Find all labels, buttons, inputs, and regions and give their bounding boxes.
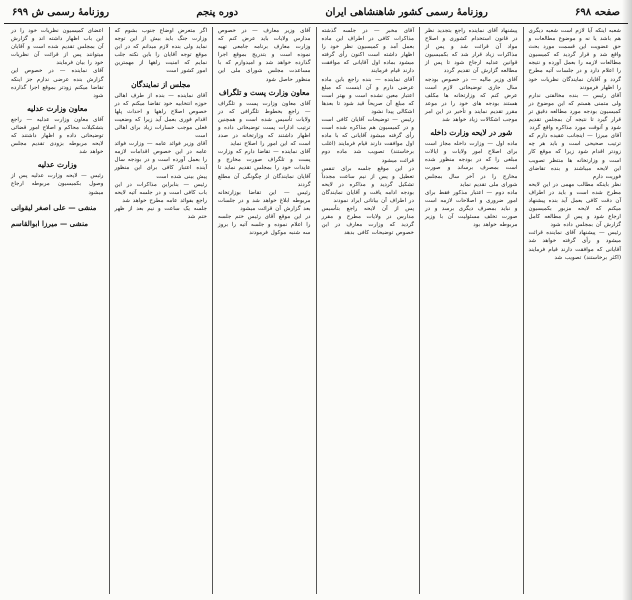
paragraph: رئیس — پیشنهاد آقای نماینده قرائت میشود و رأی گرفته خواهد شد آقایانی که موافقت دارند قیام فرمایند (اکثر برخاستند) تصویب شد xyxy=(528,230,621,261)
paragraph: آقای نماینده — تقاضا دارم که وزارت پست و تلگراف صورت مخارج و عایدات خود را بمجلس تقدیم نماید تا آقایان نمایندگان از چگونگی آن مطلع گردند xyxy=(218,149,311,188)
paragraph: در این موقع آقای رئیس ختم جلسه را اعلام نموده و جلسه آتیه را بروز سه شنبه موکول فرمودند xyxy=(218,213,311,237)
text-column-5 xyxy=(109,27,213,594)
paragraph: آقای وزیر فوائد عامه — وزارت فوائد عامه در این خصوص اقدامات لازمه را بعمل آورده است و در بودجه سال آینده اعتبار کافی برای این منظور پیش بینی شده است xyxy=(114,141,207,180)
section-heading: معاون وزارت پست و تلگراف xyxy=(218,87,310,97)
paragraph: آقای وزیر مالیه — در خصوص بودجه سال جاری توضیحاتی لازم است عرض کنم که وزارتخانه ها مکلف هستند بودجه های خود را در موعد مقرر تقدیم نمایند و تأخیر در این امر موجب اشکالات زیاد خواهد شد xyxy=(425,76,518,124)
signature-line: منشی — میرزا ابوالقاسم xyxy=(11,218,89,228)
paragraph: آقای معاون وزارت پست و تلگراف — راجع بخطوط تلگرافی که در ولایات تأسیس شده است و همچنین ترتیب ادارات پست توضیحاتی داده و اظهار داشتند که وزارتخانه در صدد است که این امور را اصلاح نماید xyxy=(218,100,311,148)
paragraph: نظر باینکه مطالب مهمی در این لایحه مطرح شده است و باید در اطراف آن دقت کافی بعمل آید بنده پیشنهاد میکنم که لایحه مزبور بکمیسیون ارجاع شود و پس از مطالعه کامل گزارش آن بمجلس داده شود xyxy=(528,181,621,229)
paragraph: در این موقع جلسه برای تنفس تعطیل و پس از نیم ساعت مجدداً تشکیل گردید و مذاکره در لایحه بودجه ادامه یافت و آقایان نمایندگان در اطراف آن بیاناتی ایراد نمودند xyxy=(321,165,414,204)
paragraph: رئیس — توضیحات آقایان کافی است و در کمیسیون هم مذاکره شده است رأی گرفته میشود آقایانی که با ماده اول موافقت دارند قیام فرمایند (اغلب برخاستند) تصویب شد ماده دوم قرائت میشود xyxy=(321,117,414,164)
paragraph: پس از آن لایحه راجع بتأسیس مدارس در ولایات مطرح و مقرر گردید که وزارت معارف در این خصوص توضیحات کافی بدهد xyxy=(321,206,414,237)
paragraph: شعبه اینکه آیا لازم است شعبه دیگری هم باشد یا نه و موضوع مطالعات و حق عضویت این قسمت مورد بحث واقع شد و قرار گردید که کمیسیون مطالعات لازمه را بعمل آورده و نتیجه را اعلام دارد و در جلسات آتیه مطرح گردد و آقایان نمایندگان نظریات خود را اظهار فرمودند xyxy=(528,28,621,91)
text-column-1 xyxy=(523,27,627,594)
journal-title: روزنامهٔ رسمی کشور شاهنشاهی ایران xyxy=(325,7,488,18)
paragraph: رئیس — بنابراین مذاکرات در این باب کافی است و در جلسه آتیه لایحه راجع بفوائد عامه مطرح خواهد شد xyxy=(114,181,207,204)
paragraph: آقای نماینده — بنده از طرف اهالی حوزه انتخابیه خود تقاضا میکنم که در خصوص اصلاح راهها و احداث پلها اقدام فوری بعمل آید زیرا که وضعیت فعلی موجب خسارات زیاد برای اهالی است xyxy=(114,92,207,140)
text-columns xyxy=(6,27,626,594)
year-label: دوره پنجم xyxy=(196,7,239,18)
paragraph: آقای میرزا — اینجانب عقیده دارم که ترتیب صحیحی است و باید هر چه زودتر اقدام شود زیرا که موقع کار است و وزارتخانه ها منتظر تصویب این لایحه میباشند و بنده تقاضای فوریت دارم xyxy=(528,133,621,180)
paragraph: ماده دوم — اعتبار مذکور فقط برای امور ضروری و اصلاحات لازمه است و نباید بمصرف دیگری برسد و در صورت تخلف مسئولیت آن با وزیر مربوطه خواهد بود xyxy=(425,189,518,229)
section-heading: وزارت عدلیه xyxy=(37,160,77,170)
paragraph: آقای وزیر معارف — در خصوص مدارس ولایات باید عرض کنم که وزارت معارف برنامه جامعی تهیه نموده است و بتدریج بموقع اجرا گذارده خواهد شد و امیدوارم که با مساعدت مجلس شورای ملی این منظور حاصل شود xyxy=(218,28,311,83)
paragraph: ماده اول — وزارت داخله مجاز است برای اصلاح امور ولایات و ایالات مبلغی را که در بودجه منظور شده است بمصرف برساند و صورت مخارج را در آخر سال بمجلس شورای ملی تقدیم نماید xyxy=(425,141,518,188)
paragraph: آقای نماینده — در خصوص این گزارش بنده عرضی ندارم جز اینکه تقاضا میکنم زودتر بموقع اجرا گذارده شود xyxy=(11,68,104,99)
paragraph: آقای مخبر — در جلسه گذشته مذاکرات کافی در اطراف این ماده بعمل آمد و کمیسیون نظر خود را اظهار داشته است اکنون رأی گرفته میشود بماده اول آقایانی که موافقت دارند قیام فرمایند xyxy=(321,28,414,75)
text-column-4 xyxy=(212,27,316,594)
paragraph: آقای رئیس — بنده مخالفتی ندارم ولی متمنی هستم که این موضوع در کمیسیون بودجه مورد مطالعه دقیق تر قرار گیرد تا نتیجه آن بمجلس تقدیم شود و آنوقت مورد مذاکره واقع گردد xyxy=(528,92,621,132)
signature-line: منشی — علی اصغر لیقوانی xyxy=(11,202,97,212)
page-header xyxy=(4,2,628,24)
section-heading: معاون وزارت عدلیه xyxy=(27,103,88,113)
text-column-6 xyxy=(6,27,109,594)
paragraph: پیشنهاد آقای نماینده راجع بتجدید نظر در قانون استخدام کشوری و اصلاح مواد آن قرائت شد و پس از مذاکرات زیاد قرار شد که بکمیسیون قوانین عدلیه ارجاع شود تا پس از مطالعه گزارش آن تقدیم گردد xyxy=(425,28,518,75)
text-column-3 xyxy=(316,27,420,594)
section-heading: شور در لایحه وزارت داخله xyxy=(430,128,513,138)
issue-label: روزنامهٔ رسمی ش ۶۹۹ xyxy=(12,7,110,18)
paragraph: جلسه یک ساعت و نیم بعد از ظهر ختم شد xyxy=(114,205,207,220)
paragraph: اعضای کمیسیون نظریات خود را در این باب اظهار داشته اند و گزارش آن بمجلس تقدیم شده است و آقایان میتوانند پس از قرائت آن نظریات خود را بیان فرمایند xyxy=(11,28,104,67)
section-heading: مجلس از نمایندگان xyxy=(131,79,191,89)
page-number: صفحه ۶۹۸ xyxy=(575,7,620,18)
paragraph: رئیس — این تقاضا بوزارتخانه مربوطه ابلاغ خواهد شد و در جلسات بعد گزارش آن قرائت میشود xyxy=(218,189,311,212)
paragraph: آقای معاون وزارت عدلیه — راجع بتشکیلات محاکم و اصلاح امور قضائی توضیحاتی داده و اظهار داشتند که لایحه مربوطه بزودی تقدیم مجلس خواهد شد xyxy=(11,116,104,156)
paragraph: آقای نماینده — بنده راجع باین ماده عرضی دارم و آن اینست که مبلغ اعتبار معین نشده است و بهتر است که مبلغ آن صریحاً قید شود تا بعدها اشکالی پیدا نشود xyxy=(321,76,414,115)
paragraph: رئیس — لایحه وزارت عدلیه پس از وصول بکمیسیون مربوطه ارجاع میشود xyxy=(11,173,104,196)
text-column-2 xyxy=(419,27,523,594)
paragraph: اگر متعرض اوضاع جنوب بشوم که وزارت جنگ باید بیش از این توجه نماید ولی بنده لازم میدانم که در این موقع توجه آقایان را باین نکته جلب نمایم که امنیت راهها از مهمترین امور کشور است xyxy=(114,28,207,75)
